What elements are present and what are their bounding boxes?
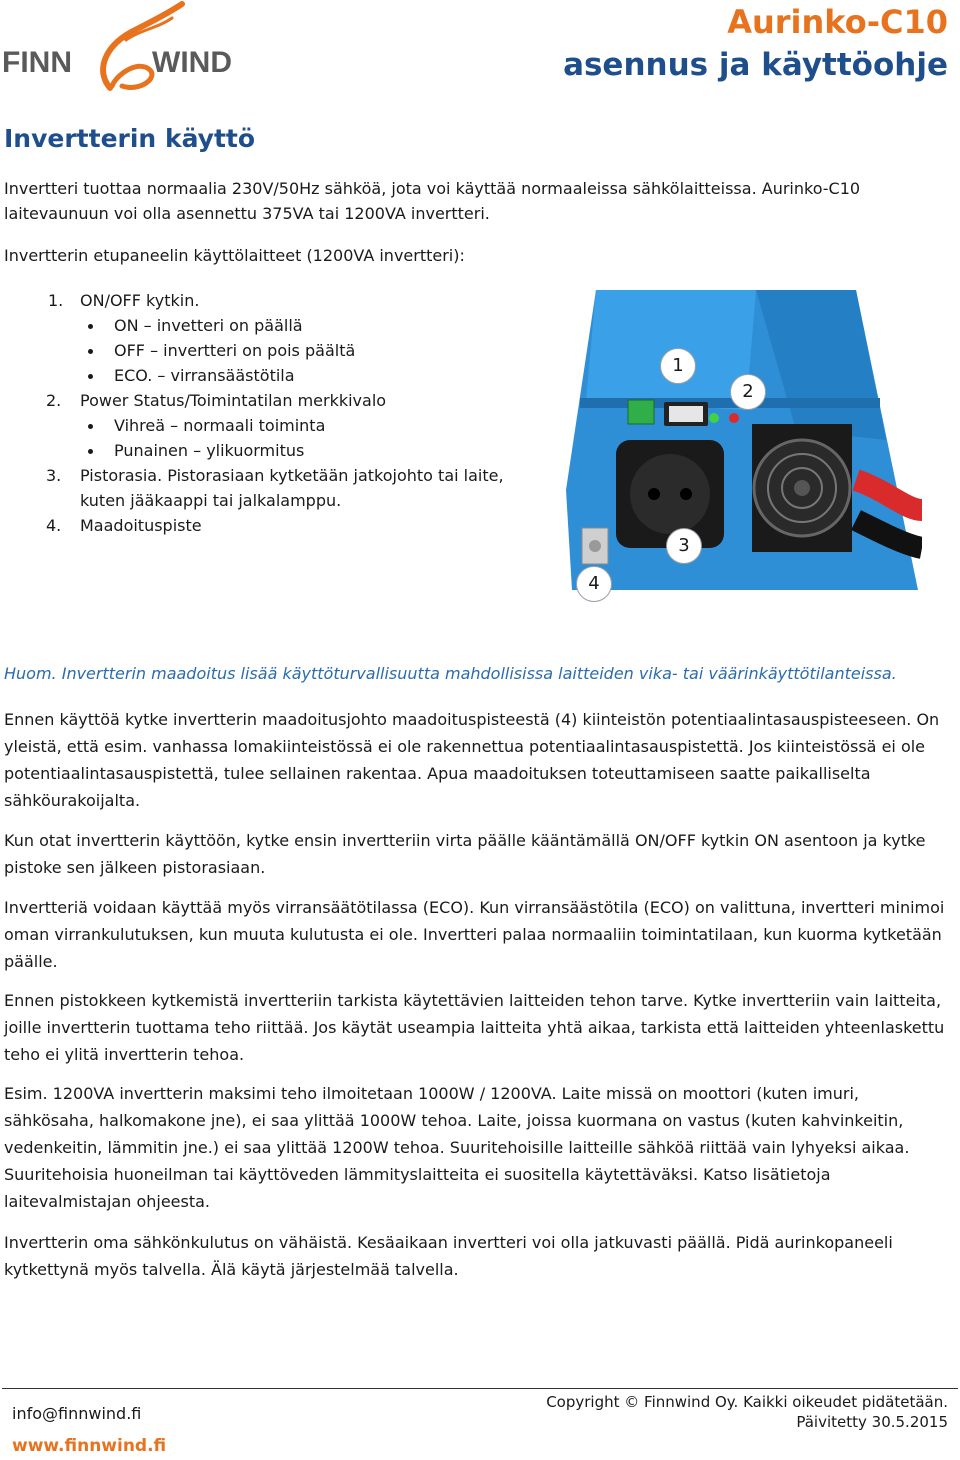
document-title: asennus ja käyttöohje — [563, 47, 948, 83]
list-bullet: OFF – invertteri on pois päältä — [0, 338, 560, 363]
intro-line-1: Invertteri tuottaa normaalia 230V/50Hz sähköä, jota voi käyttää normaaleissa sähkölaitteissa. Aurinko-C10 — [4, 179, 861, 198]
list-bullet: ON – invetteri on päällä — [0, 313, 560, 338]
paragraph-example: Esim. 1200VA invertterin maksimi teho ilmoitetaan 1000W / 1200VA. Laite missä on moottori (kuten imuri, sähkösaha, halkomakone jne), ei saa ylittää 1000W tehoa. Laite, joissa kuormana on vastus (kuten kahvinkeitin, vedenkeitin, lämmitin jne.) ei saa ylittää 1200W tehoa. Suuritehoisille laitteille sähköä riittää vain lyhyeksi aikaa. Suuritehoisia huoneilman tai käyttöveden lämmityslaitteita ei suositella käytettäväksi. Katso lisätietoja laitevalmistajan ohjeesta. — [4, 1084, 910, 1211]
paragraph-eco: Invertteriä voidaan käyttää myös virransäätötilassa (ECO). Kun virransäästötila (ECO) on valittuna, invertteri minimoi oman virrankulutuksen, kun muuta kulutusta ei ole. Invertteri palaa normaaliin toimintatilaan, kun kuorma kytketään päälle. — [4, 898, 945, 971]
bullet-icon — [88, 424, 93, 429]
intro-line-2: laitevaunuun voi olla asennettu 375VA tai 1200VA invertteri. — [4, 204, 490, 223]
list-item: 2. Power Status/Toimintatilan merkkivalo — [46, 391, 387, 410]
bullet-icon — [88, 349, 93, 354]
list-bullet: Punainen – ylikuormitus — [0, 438, 560, 463]
section-title: Invertterin käyttö — [4, 124, 256, 153]
list-item: 3. Pistorasia. Pistorasiaan kytketään jatkojohto tai laite, — [46, 466, 504, 485]
paragraph-startup: Kun otat invertterin käyttöön, kytke ensin invertteriin virta päälle kääntämällä ON/OFF kytkin ON asentoon ja kytke pistoke sen jälkeen pistorasiaan. — [4, 831, 926, 877]
list-item: 4. Maadoituspiste — [46, 516, 202, 535]
footer-email-link[interactable]: info@finnwind.fi — [12, 1404, 142, 1423]
finnwind-logo — [0, 0, 270, 100]
logo-text-right: WIND — [152, 46, 232, 79]
footer-website-link[interactable]: www.finnwind.fi — [12, 1436, 167, 1456]
bullet-icon — [88, 324, 93, 329]
bullet-icon — [88, 449, 93, 454]
product-title: Aurinko-C10 — [727, 3, 948, 41]
logo-text-left: FINN — [2, 46, 72, 79]
paragraph-grounding: Ennen käyttöä kytke invertterin maadoitusjohto maadoituspisteestä (4) kiinteistön potentiaalintasauspisteeseen. On yleistä, että esim. vanhassa lomakiinteistössä ei ole rakennettua potentiaalintasauspistettä. Jos kiinteistössä ei ole potentiaalintasauspistettä, tulee sellainen rakentaa. Apua maadoituksen toteuttamiseen saatte paikalliselta sähköurakoijalta. — [4, 710, 940, 810]
list-item-continued: kuten jääkaappi tai jalkalamppu. — [80, 491, 342, 510]
footer-copyright — [546, 1392, 948, 1432]
callout-4: 4 — [576, 566, 612, 602]
updated-date: Päivitetty 30.5.2015 — [796, 1413, 948, 1431]
controls-list — [0, 288, 560, 538]
intro-line-3: Invertterin etupaneelin käyttölaitteet (1200VA invertteri): — [4, 246, 465, 265]
list-bullet: Vihreä – normaali toiminta — [0, 413, 560, 438]
header-title — [563, 2, 948, 88]
list-bullet: ECO. – virransäästötila — [0, 363, 560, 388]
grounding-note: Huom. Invertterin maadoitus lisää käyttöturvallisuutta mahdollisissa laitteiden vika- tai väärinkäyttötilanteissa. — [4, 664, 897, 683]
callout-2: 2 — [730, 374, 766, 410]
bullet-icon — [88, 374, 93, 379]
callout-1: 1 — [660, 348, 696, 384]
paragraph-power-check: Ennen pistokkeen kytkemistä invertteriin tarkista käytettävien laitteiden tehon tarve. Kytke invertteriin vain laitteita, joille invertterin tuottama teho riittää. Jos käytät useampia laitteita yhtä aikaa, tarkista että laitteiden yhteenlaskettu teho ei ylitä invertterin tehoa. — [4, 991, 945, 1064]
inverter-photo — [556, 290, 922, 604]
list-item: 1. ON/OFF kytkin. — [48, 291, 200, 310]
paragraph-consumption: Invertterin oma sähkönkulutus on vähäistä. Kesäaikaan invertteri voi olla jatkuvasti päällä. Pidä aurinkopaneeli kytkettynä myös talvella. Älä käytä järjestelmää talvella. — [4, 1233, 893, 1279]
copyright-text: Copyright © Finnwind Oy. Kaikki oikeudet pidätetään. — [546, 1393, 948, 1411]
footer-divider — [2, 1388, 958, 1389]
inverter-illustration — [556, 290, 922, 604]
callout-3: 3 — [666, 528, 702, 564]
